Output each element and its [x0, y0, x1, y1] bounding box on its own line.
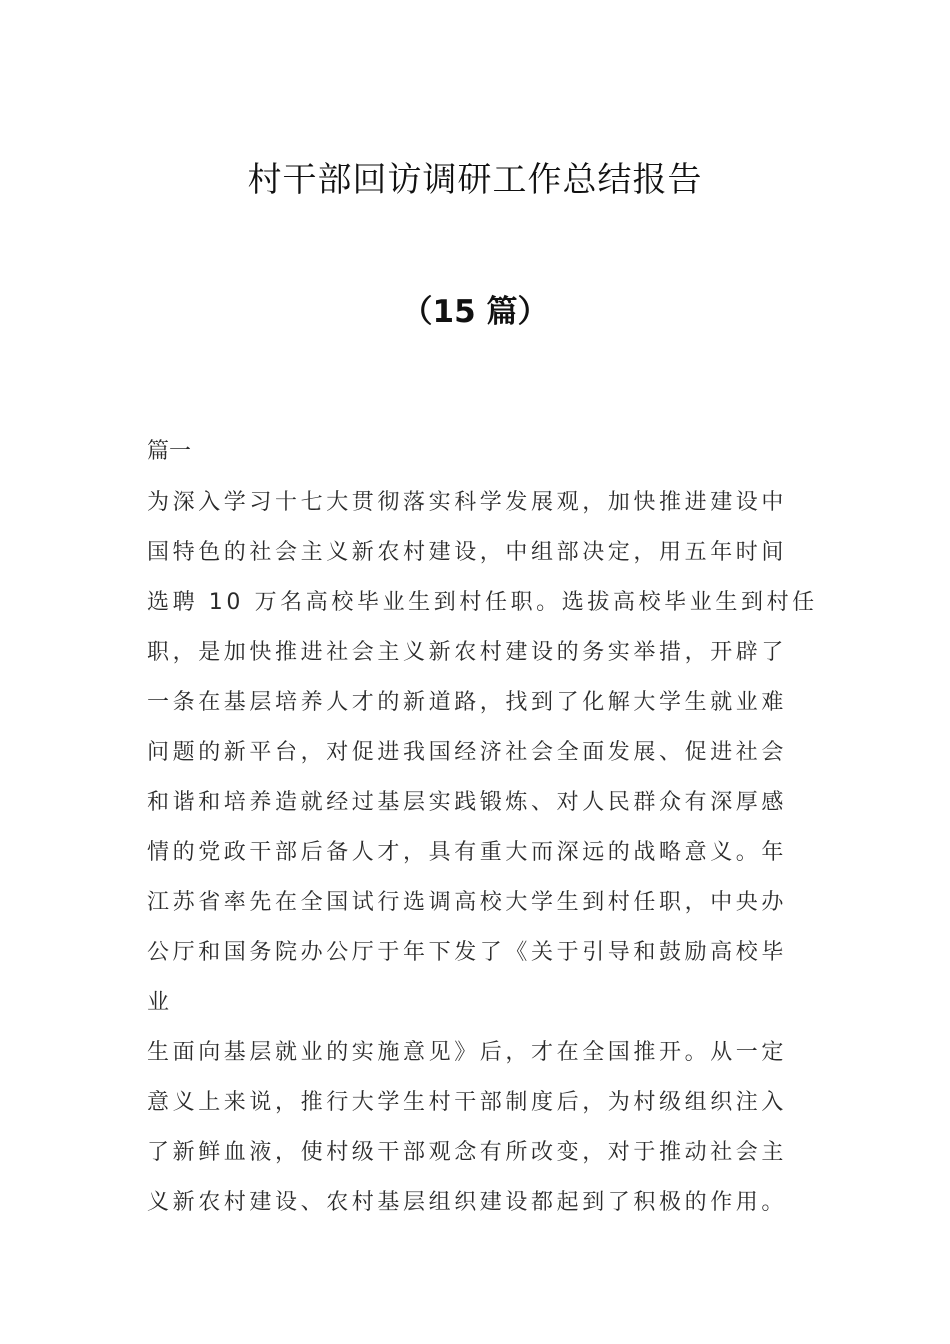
document-subtitle: （15 篇）	[401, 294, 549, 330]
body-line: 江苏省率先在全国试行选调高校大学生到村任职，中央办	[147, 890, 788, 915]
body-line: 职，是加快推进社会主义新农村建设的务实举措，开辟了	[147, 640, 788, 665]
section-label: 篇一	[147, 439, 192, 464]
body-line: 意义上来说，推行大学生村干部制度后，为村级组织注入	[147, 1090, 788, 1115]
body-text	[147, 478, 818, 1228]
body-line: 问题的新平台，对促进我国经济社会全面发展、促进社会	[147, 740, 788, 765]
body-line: 生面向基层就业的实施意见》后，才在全国推开。从一定	[147, 1040, 788, 1065]
body-line: 公厅和国务院办公厅于年下发了《关于引导和鼓励高校毕	[147, 940, 788, 965]
body-line: 国特色的社会主义新农村建设，中组部决定，用五年时间	[147, 540, 788, 565]
body-line: 为深入学习十七大贯彻落实科学发展观，加快推进建设中	[147, 490, 788, 515]
body-line: 了新鲜血液，使村级干部观念有所改变，对于推动社会主	[147, 1140, 788, 1165]
body-line: 选聘 10 万名高校毕业生到村任职。选拔高校毕业生到村任	[147, 590, 818, 615]
document-title: 村干部回访调研工作总结报告	[247, 160, 703, 200]
body-line: 和谐和培养造就经过基层实践锻炼、对人民群众有深厚感	[147, 790, 788, 815]
body-line: 一条在基层培养人才的新道路，找到了化解大学生就业难	[147, 690, 788, 715]
body-line: 情的党政干部后备人才，具有重大而深远的战略意义。年	[147, 840, 788, 865]
body-line: 义新农村建设、农村基层组织建设都起到了积极的作用。	[147, 1190, 788, 1215]
body-line: 业	[147, 990, 173, 1015]
